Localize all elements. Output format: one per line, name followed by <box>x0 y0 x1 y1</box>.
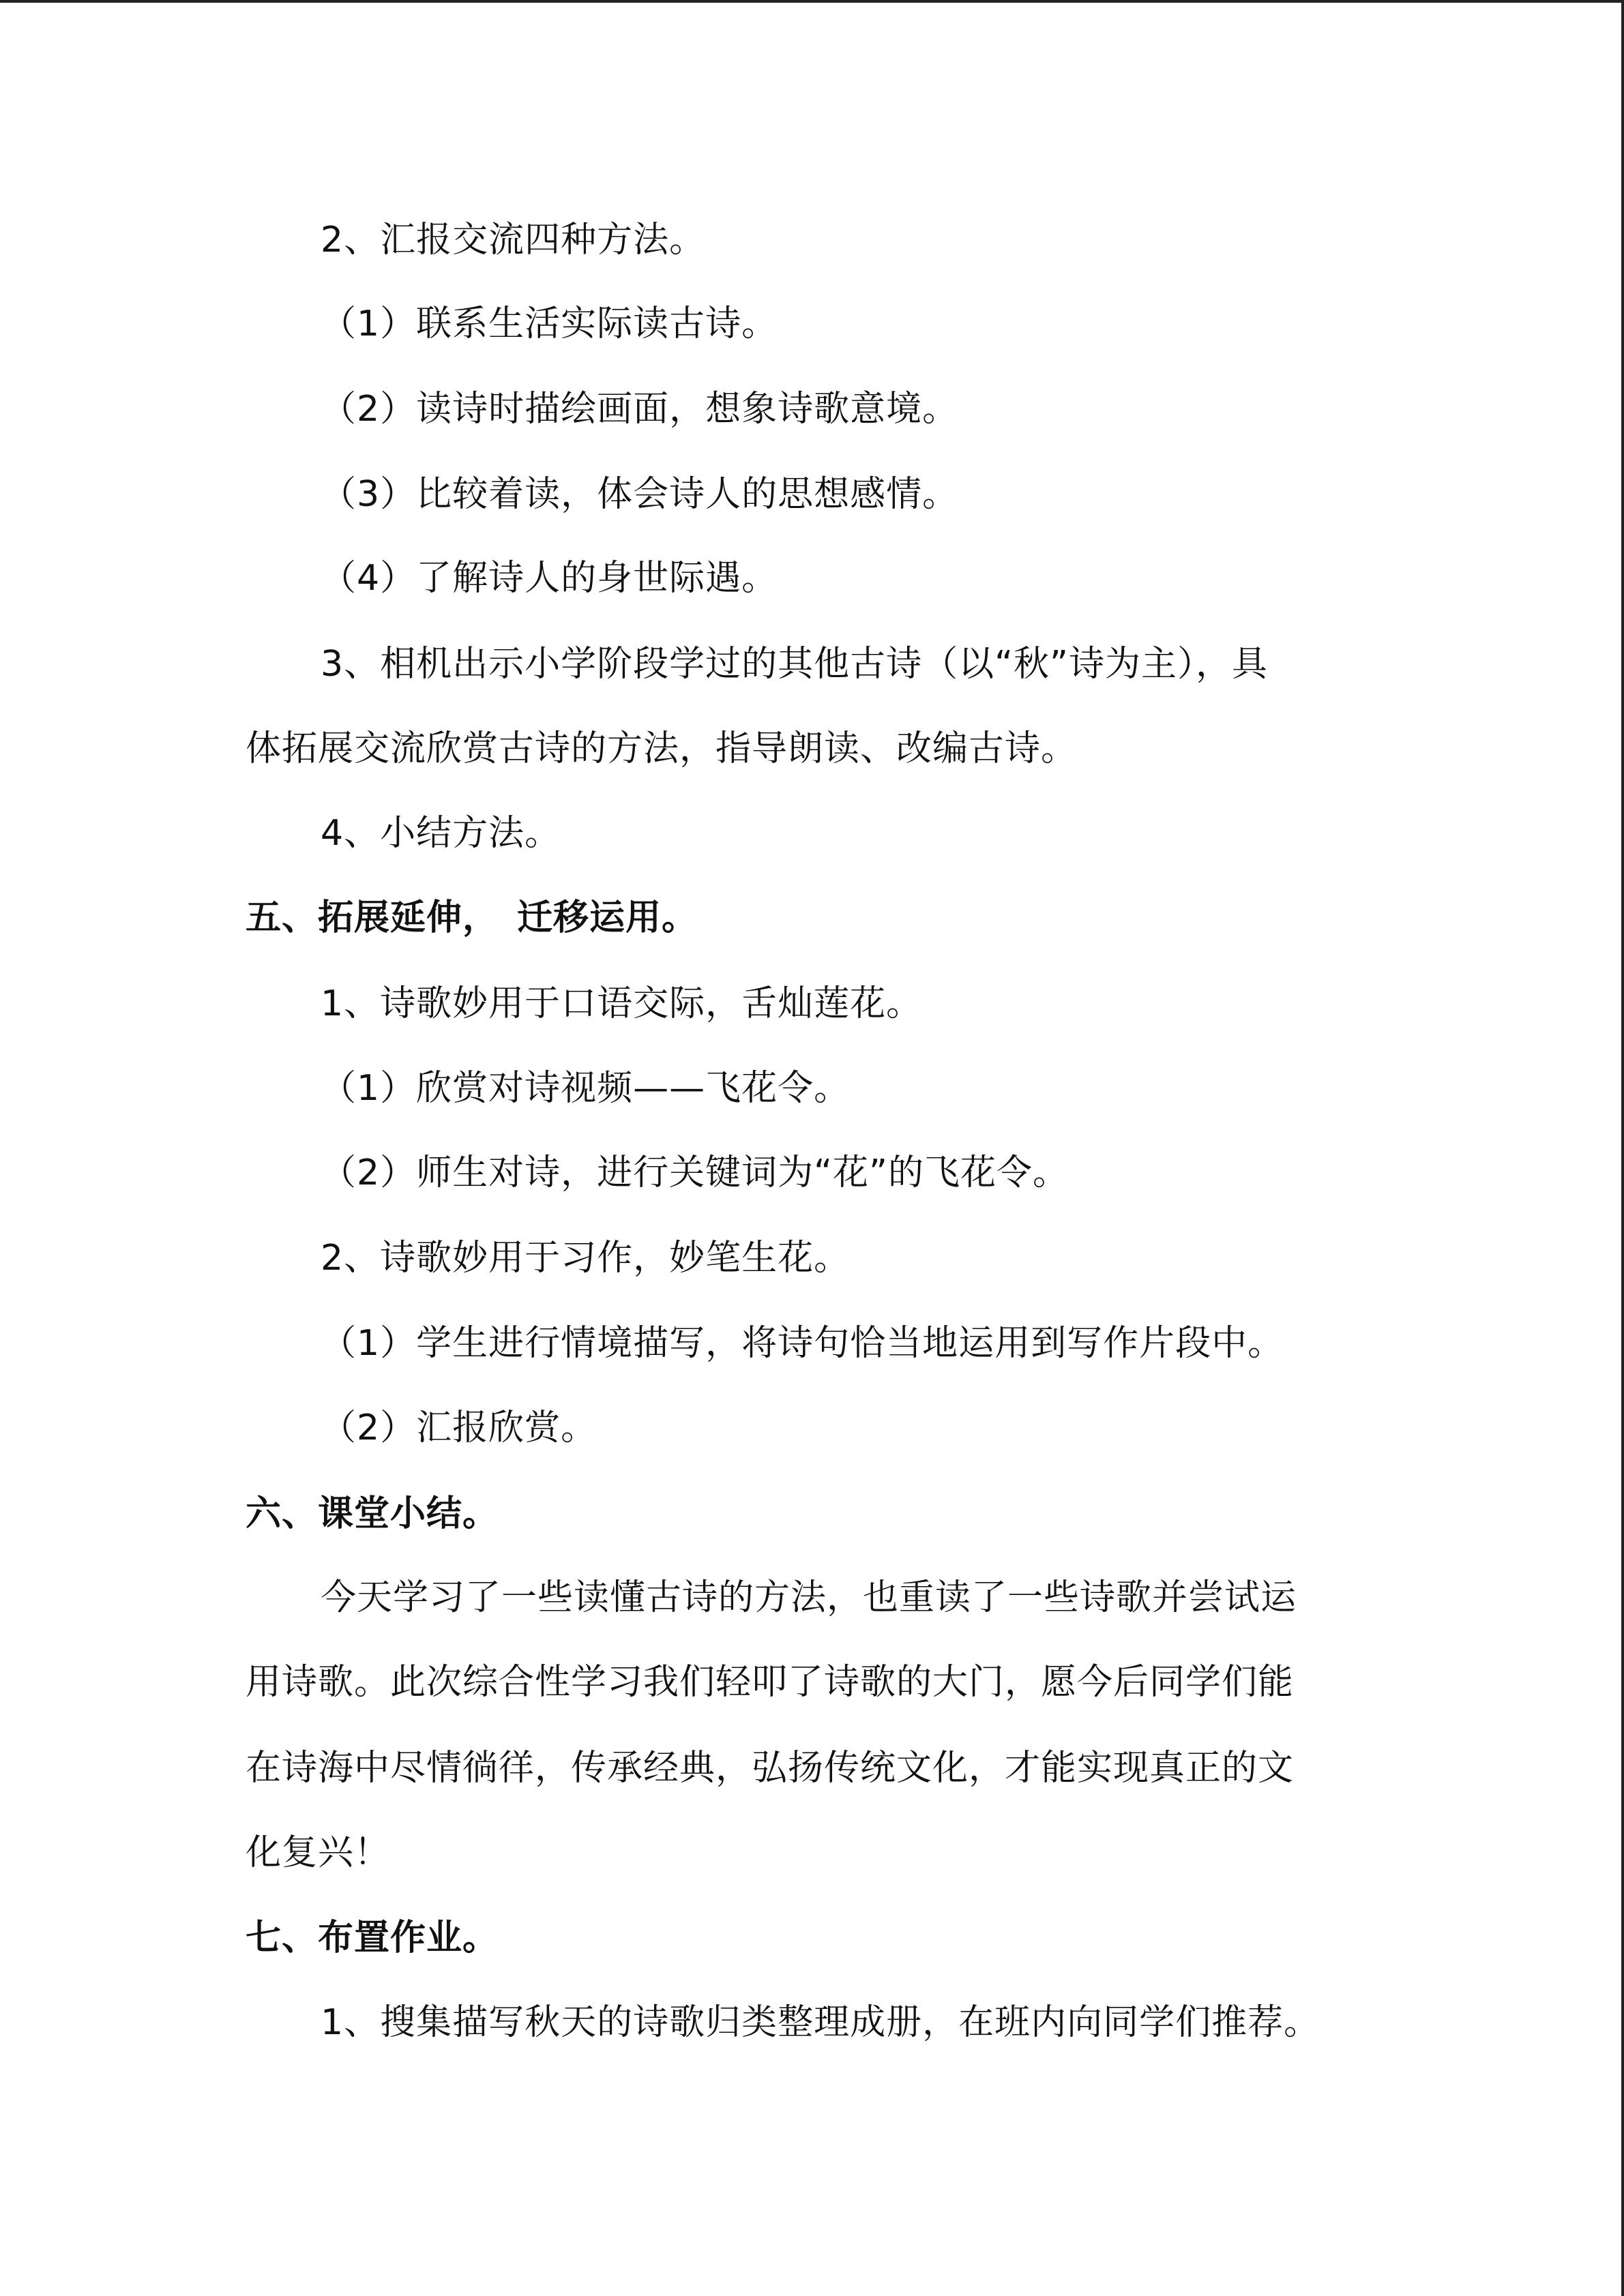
paragraph-line: 化复兴！ <box>246 1832 391 1873</box>
paragraph-line: 用诗歌。此次综合性学习我们轻叩了诗歌的大门，愿今后同学们能 <box>246 1662 1295 1703</box>
list-item: （2）读诗时描绘画面，想象诗歌意境。 <box>321 389 959 430</box>
paragraph-line: 在诗海中尽情徜徉，传承经典，弘扬传统文化，才能实现真正的文 <box>246 1748 1295 1789</box>
list-item: 2、汇报交流四种方法。 <box>321 220 706 260</box>
list-item: 1、诗歌妙用于口语交际，舌灿莲花。 <box>321 983 923 1024</box>
page-right-border <box>1621 0 1624 2296</box>
list-item: （1）欣赏对诗视频——飞花令。 <box>321 1068 851 1109</box>
list-item: （1）联系生活实际读古诗。 <box>321 303 778 344</box>
list-item: （2）汇报欣赏。 <box>321 1407 597 1448</box>
list-item: 2、诗歌妙用于习作，妙笔生花。 <box>321 1238 851 1279</box>
paragraph-line: 今天学习了一些读懂古诗的方法，也重读了一些诗歌并尝试运 <box>321 1577 1297 1618</box>
list-item: （2）师生对诗，进行关键词为“花”的飞花令。 <box>321 1152 1069 1193</box>
list-item: 4、小结方法。 <box>321 813 561 854</box>
section-heading: 六、课堂小结。 <box>246 1493 499 1534</box>
list-item: （4）了解诗人的身世际遇。 <box>321 558 778 599</box>
paragraph-line: 体拓展交流欣赏古诗的方法，指导朗读、改编古诗。 <box>246 728 1078 769</box>
section-heading: 五、拓展延伸， 迁移运用。 <box>246 897 698 938</box>
list-item: 1、搜集描写秋天的诗歌归类整理成册，在班内向同学们推荐。 <box>321 2002 1320 2043</box>
page-top-border <box>0 0 1624 3</box>
list-item: （1）学生进行情境描写，将诗句恰当地运用到写作片段中。 <box>321 1323 1284 1364</box>
list-item: （3）比较着读，体会诗人的思想感情。 <box>321 474 959 515</box>
section-heading: 七、布置作业。 <box>246 1918 499 1958</box>
paragraph-line: 3、相机出示小学阶段学过的其他古诗（以“秋”诗为主），具 <box>321 644 1268 685</box>
